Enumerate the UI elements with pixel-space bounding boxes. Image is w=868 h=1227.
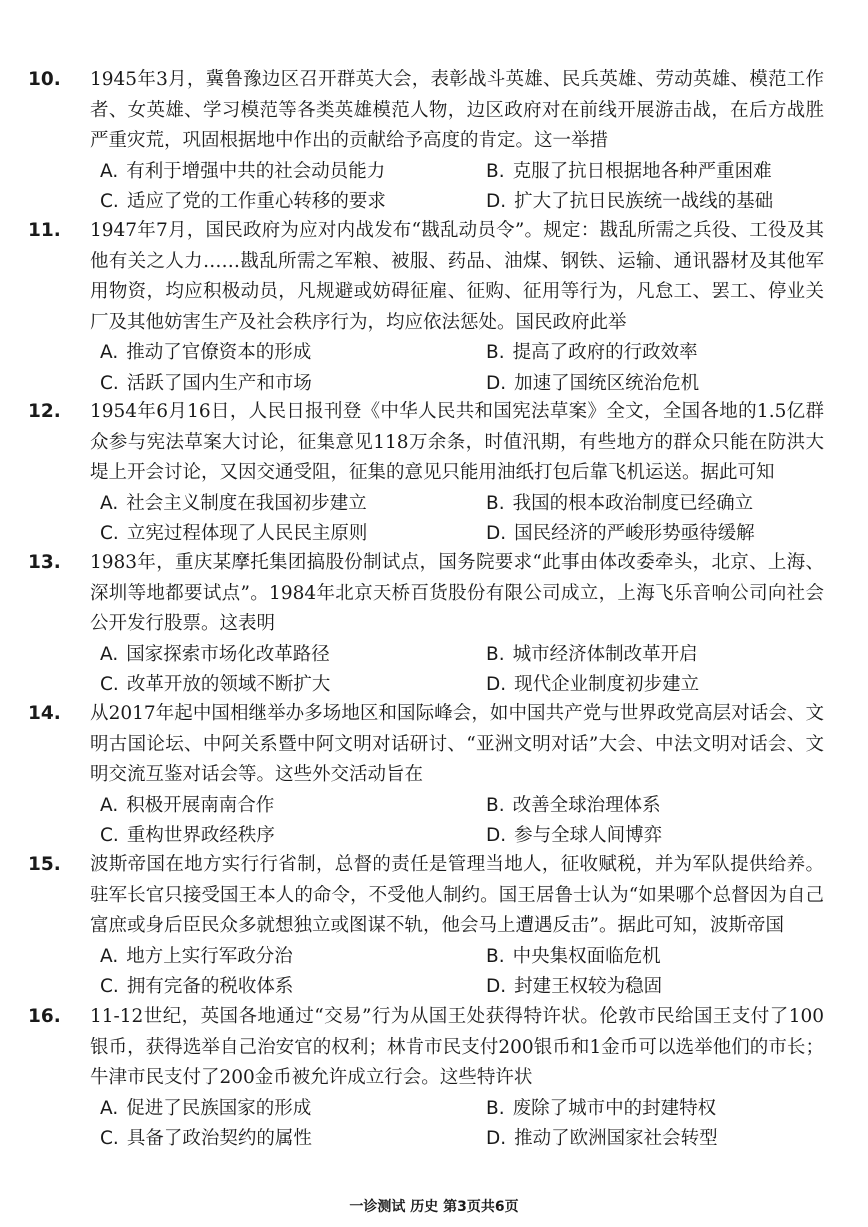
option-b[interactable]: B. 克服了抗日根据地各种严重困难 — [486, 160, 772, 182]
question-text: 从2017年起中国相继举办多场地区和国际峰会，如中国共产党与世界政党高层对话会、文明古国论坛、中阿关系暨中阿文明对话研讨、“亚洲文明对话”大会、中法文明对话会、文明交流互鉴对话会等。这些外交活动旨在 — [90, 703, 824, 785]
option-row — [0, 670, 868, 701]
question-stem — [0, 216, 868, 338]
question-stem — [0, 548, 868, 640]
option-a[interactable]: A. 推动了官僚资本的形成 — [100, 342, 312, 363]
option-row — [0, 821, 868, 852]
option-row — [0, 369, 868, 400]
question-text: 1983年，重庆某摩托集团搞股份制试点，国务院要求“此事由体改委牵头，北京、上海、深圳等地都要试点”。1984年北京天桥百货股份有限公司成立，上海飞乐音响公司向社会公开发行股票。这表明 — [90, 552, 824, 634]
question-11 — [0, 216, 868, 399]
question-stem — [0, 850, 868, 942]
option-row — [0, 640, 868, 671]
option-row — [0, 489, 868, 520]
option-row — [0, 519, 868, 550]
question-stem — [0, 397, 868, 489]
option-a[interactable]: A. 有利于增强中共的社会动员能力 — [100, 160, 386, 182]
question-stem — [0, 1002, 868, 1094]
option-d[interactable]: D. 加速了国统区统治危机 — [486, 372, 700, 394]
option-row — [0, 1124, 868, 1155]
option-row — [0, 157, 868, 188]
option-c[interactable]: C. 立宪过程体现了人民民主原则 — [100, 523, 368, 544]
question-number: 13. — [28, 552, 61, 573]
option-b[interactable]: B. 提高了政府的行政效率 — [486, 342, 698, 363]
question-13 — [0, 548, 868, 701]
question-number: 11. — [28, 220, 61, 241]
option-b[interactable]: B. 中央集权面临危机 — [486, 945, 661, 967]
option-b[interactable]: B. 废除了城市中的封建特权 — [486, 1097, 717, 1119]
option-a[interactable]: A. 社会主义制度在我国初步建立 — [100, 492, 367, 514]
question-10 — [0, 65, 868, 218]
question-stem — [0, 65, 868, 157]
option-a[interactable]: A. 国家探索市场化改革路径 — [100, 643, 330, 665]
question-number: 12. — [28, 401, 61, 422]
question-text: 1947年7月，国民政府为应对内战发布“戡乱动员令”。规定：戡乱所需之兵役、工役及其他有关之人力……戡乱所需之军粮、被服、药品、油煤、钢铁、运输、通讯器材及其他军用物资，均应积极动员，凡规避或妨碍征雇、征购、征用等行为，凡怠工、罢工、停业关厂及其他妨害生产及社会秩序行为，均应依法惩处。国民政府此举 — [90, 220, 824, 333]
option-c[interactable]: C. 适应了党的工作重心转移的要求 — [100, 191, 386, 212]
question-text: 1945年3月，冀鲁豫边区召开群英大会，表彰战斗英雄、民兵英雄、劳动英雄、模范工作者、女英雄、学习模范等各类英雄模范人物，边区政府对在前线开展游击战，在后方战胜严重灾荒，巩固根据地中作出的贡献给予高度的肯定。这一举措 — [90, 69, 824, 151]
option-a[interactable]: A. 积极开展南南合作 — [100, 794, 275, 816]
option-row — [0, 187, 868, 218]
option-c[interactable]: C. 拥有完备的税收体系 — [100, 976, 294, 997]
option-d[interactable]: D. 现代企业制度初步建立 — [486, 674, 700, 695]
option-row — [0, 338, 868, 369]
question-number: 16. — [28, 1006, 61, 1027]
question-stem — [0, 699, 868, 791]
option-d[interactable]: D. 封建王权较为稳固 — [486, 976, 663, 997]
option-b[interactable]: B. 我国的根本政治制度已经确立 — [486, 492, 754, 514]
option-d[interactable]: D. 国民经济的严峻形势亟待缓解 — [486, 523, 755, 544]
question-text: 1954年6月16日，人民日报刊登《中华人民共和国宪法草案》全文，全国各地的1.5亿群众参与宪法草案大讨论，征集意见118万余条，时值汛期，有些地方的群众只能在防洪大堤上开会讨论，又因交通受阻，征集的意见只能用油纸打包后靠飞机运送。据此可知 — [90, 401, 824, 483]
option-c[interactable]: C. 改革开放的领域不断扩大 — [100, 674, 331, 695]
option-a[interactable]: A. 促进了民族国家的形成 — [100, 1097, 312, 1119]
question-number: 14. — [28, 703, 61, 724]
question-14 — [0, 699, 868, 852]
option-c[interactable]: C. 活跃了国内生产和市场 — [100, 372, 312, 394]
question-text: 波斯帝国在地方实行行省制，总督的责任是管理当地人，征收赋税，并为军队提供给养。驻军长官只接受国王本人的命令，不受他人制约。国王居鲁士认为“如果哪个总督因为自己富庶或身后臣民众多就想独立或图谋不轨，他会马上遭遇反击”。据此可知，波斯帝国 — [90, 854, 824, 936]
option-c[interactable]: C. 重构世界政经秩序 — [100, 825, 275, 846]
question-number: 10. — [28, 69, 61, 90]
option-row — [0, 942, 868, 973]
option-row — [0, 791, 868, 822]
option-b[interactable]: B. 城市经济体制改革开启 — [486, 643, 698, 665]
option-c[interactable]: C. 具备了政治契约的属性 — [100, 1128, 312, 1149]
option-d[interactable]: D. 推动了欧洲国家社会转型 — [486, 1128, 718, 1149]
option-d[interactable]: D. 扩大了抗日民族统一战线的基础 — [486, 191, 774, 212]
question-text: 11-12世纪，英国各地通过“交易”行为从国王处获得特许状。伦敦市民给国王支付了100银币，获得选举自己治安官的权利；林肯市民支付200银币和1金币可以选举他们的市长；牛津市民支付了200金币被允许成立行会。这些特许状 — [90, 1006, 824, 1088]
option-a[interactable]: A. 地方上实行军政分治 — [100, 945, 293, 967]
question-16 — [0, 1002, 868, 1155]
option-row — [0, 972, 868, 1003]
question-number: 15. — [28, 854, 61, 875]
option-b[interactable]: B. 改善全球治理体系 — [486, 794, 661, 816]
page-footer: 一诊测试 历史 第3页共6页 — [349, 1199, 519, 1215]
question-15 — [0, 850, 868, 1003]
question-12 — [0, 397, 868, 550]
option-row — [0, 1094, 868, 1125]
option-d[interactable]: D. 参与全球人间博弈 — [486, 825, 663, 846]
